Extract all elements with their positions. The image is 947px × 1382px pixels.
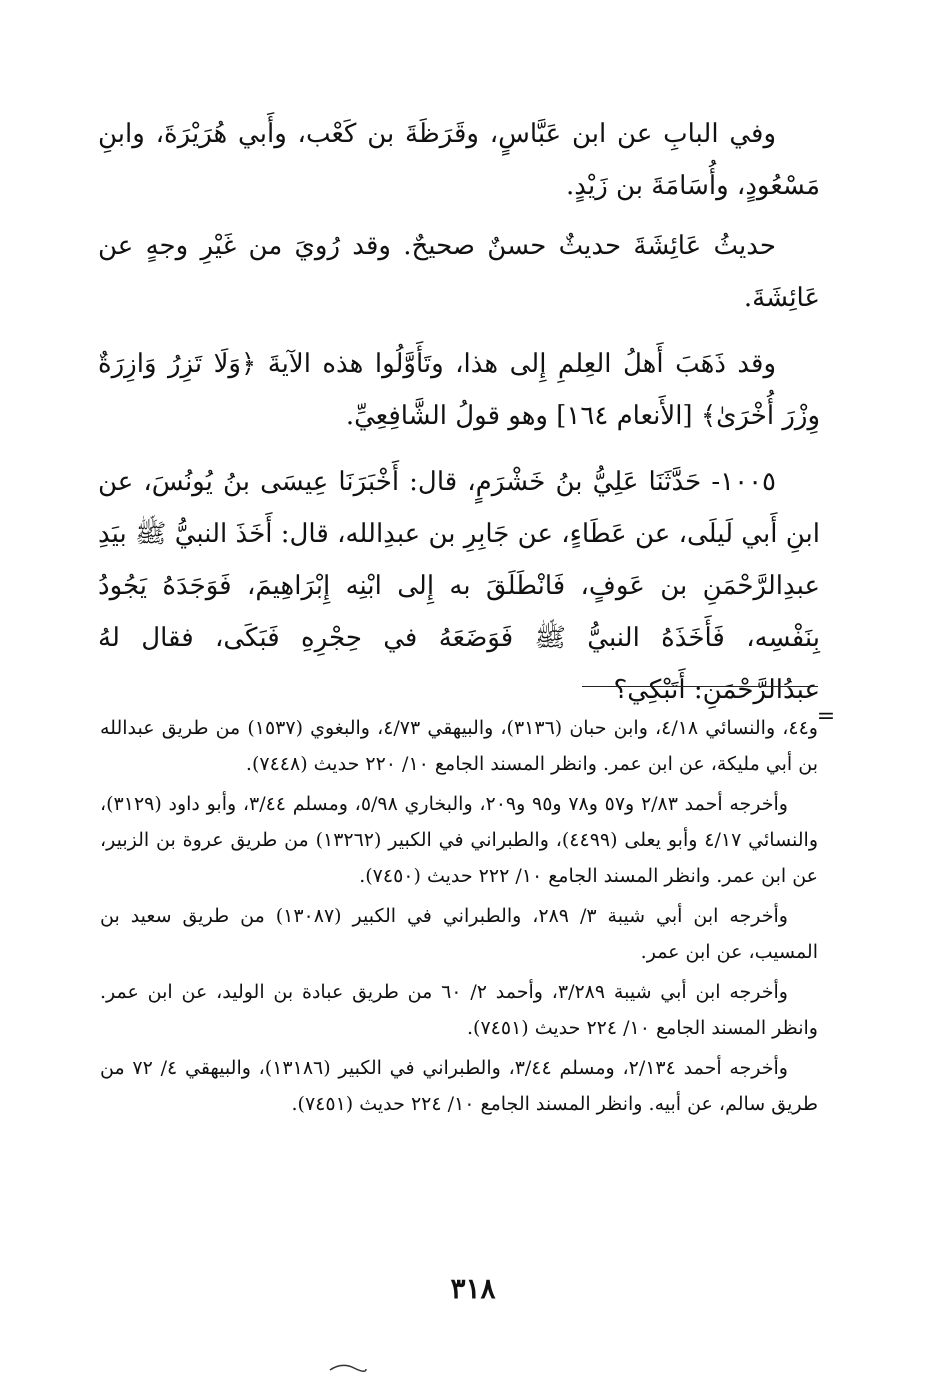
main-paragraph: حديثُ عَائِشَةَ حديثٌ حسنٌ صحيحٌ. وقد رُويَ من غَيْرِ وجهٍ عن عَائِشَةَ. <box>98 231 820 313</box>
main-text <box>98 108 820 724</box>
scan-mark <box>328 1360 368 1374</box>
footnote-paragraph: وأخرجه أحمد ٢/١٣٤، ومسلم ٣/٤٤، والطبراني في الكبير (١٣١٨٦)، والبيهقي ٤/ ٧٢ من طريق سالم، عن أبيه. وانظر المسند الجامع ١٠/ ٢٢٤ حديث (٧٤٥١). <box>100 1057 818 1115</box>
footnote-divider <box>582 686 818 687</box>
page-number: ٣١٨ <box>450 1272 496 1305</box>
footnote-paragraph: وأخرجه أحمد ٢/٨٣ و٥٧ و٧٨ و٩٥ و٢٠٩، والبخاري ٥/٩٨، ومسلم ٣/٤٤، وأبو داود (٣١٢٩)، والنسائي ٤/١٧ وأبو يعلى (٤٤٩٩)، والطبراني في الكبير (١٣٢٦٢) من طريق عروة بن الزبير، عن ابن عمر. وانظر المسند الجامع ١٠/ ٢٢٢ حديث (٧٤٥٠). <box>100 793 818 887</box>
hadith-paragraph: ١٠٠٥- حَدَّثَنَا عَلِيُّ بنُ خَشْرَمٍ، قال: أَخْبَرَنَا عِيسَى بنُ يُونُسَ، عن ابنِ أَبي لَيلَى، عن عَطَاءٍ، عن جَابِرِ بن عبدِالله، قال: أَخَذَ النبيُّ ﷺ بيَدِ عبدِالرَّحْمَنِ بن عَوفٍ، فَانْطَلَقَ به إِلى ابْنِه إِبْرَاهِيمَ، فَوَجَدَهُ يَجُودُ بِنَفْسِه، فَأَخَذَهُ النبيُّ ﷺ فَوَضَعَهُ في حِجْرِهِ فَبَكَى، فقال لهُ عبدُالرَّحْمَنِ: أَتَبْكِي؟ <box>98 467 820 705</box>
main-paragraph: وفي البابِ عن ابن عَبَّاسٍ، وقَرَظَةَ بن كَعْب، وأَبي هُرَيْرَةَ، وابنِ مَسْعُودٍ، وأُسَامَةَ بن زَيْدٍ. <box>98 119 820 201</box>
footnotes <box>100 710 818 1126</box>
footnote-paragraph: وأخرجه ابن أبي شيبة ٣/٢٨٩، وأحمد ٢/ ٦٠ من طريق عبادة بن الوليد، عن ابن عمر. وانظر المسند الجامع ١٠/ ٢٢٤ حديث (٧٤٥١). <box>100 981 818 1039</box>
footnote-continuation-mark: = <box>816 704 836 729</box>
footnote-paragraph: وأخرجه ابن أبي شيبة ٣/ ٢٨٩، والطبراني في الكبير (١٣٠٨٧) من طريق سعيد بن المسيب، عن ابن عمر. <box>100 905 818 963</box>
main-paragraph: وقد ذَهَبَ أَهلُ العِلمِ إِلى هذا، وتَأَوَّلُوا هذه الآيةَ ﴿وَلَا تَزِرُ وَازِرَةٌ وِزْرَ أُخْرَىٰ﴾ [الأَنعام ١٦٤] وهو قولُ الشَّافِعِيِّ. <box>98 349 820 431</box>
footnote-paragraph: و٤٤، والنسائي ٤/١٨، وابن حبان (٣١٣٦)، والبيهقي ٤/٧٣، والبغوي (١٥٣٧) من طريق عبدالله بن أبي مليكة، عن ابن عمر. وانظر المسند الجامع ١٠/ ٢٢٠ حديث (٧٤٤٨). <box>100 717 818 775</box>
